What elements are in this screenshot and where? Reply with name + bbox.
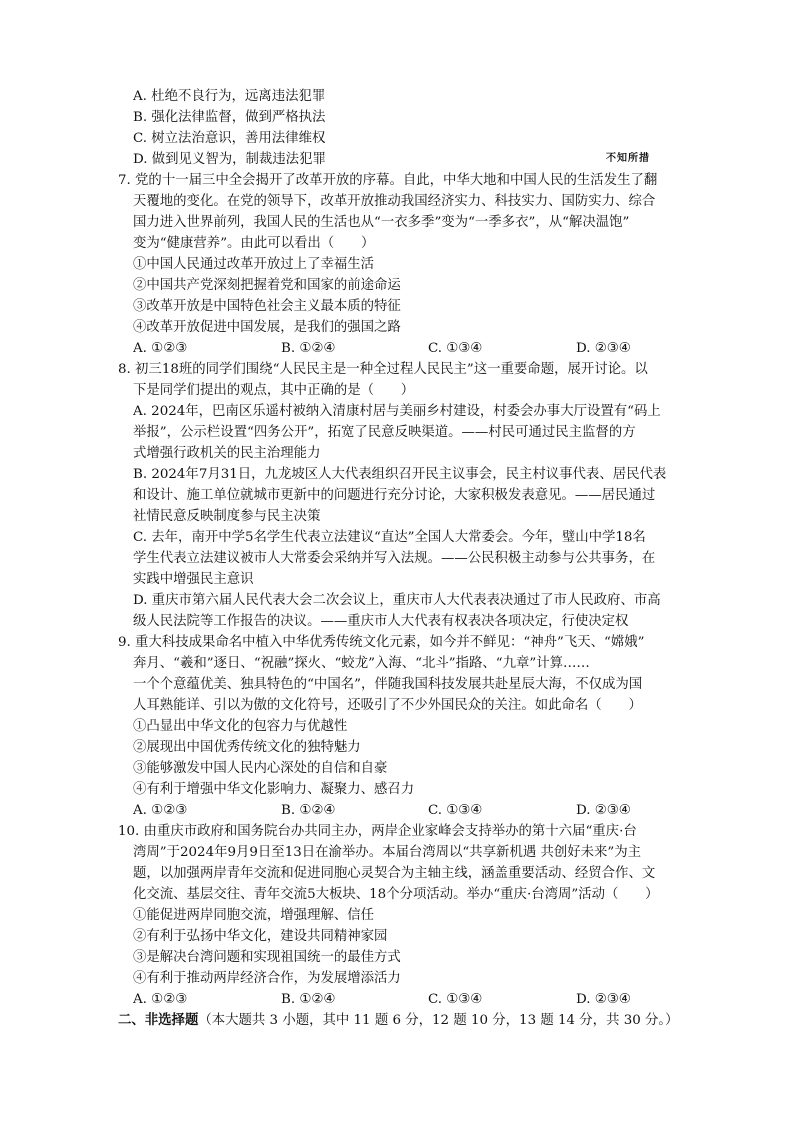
q9-choice-a: A. ①②③ (133, 803, 188, 818)
q8-option-a-line-2: 举报”，公示栏设置“四务公开”，拓宽了民意反映渠道。——村民可通过民主监督的方 (133, 425, 636, 440)
q8-option-d-line-1: D. 重庆市第六届人民代表大会二次会议上，重庆市人大代表表决通过了市人民政府、市高 (133, 593, 661, 608)
q9-stem-line-2: 奔月、“羲和”逐日、“祝融”探火、“蛟龙”入海、“北斗”指路、“九章”计算…… (133, 656, 590, 671)
q9-statement-3: ③能够激发中国人民内心深处的自信和自豪 (133, 761, 388, 776)
q9-choice-c: C. ①③④ (428, 803, 483, 818)
q7-statement-2: ②中国共产党深刻把握着党和国家的前途命运 (133, 278, 401, 293)
q7-choice-d: D. ②③④ (576, 341, 631, 356)
q9-choice-d: D. ②③④ (576, 803, 631, 818)
q9-statement-2: ②展现出中国优秀传统文化的独特魅力 (133, 740, 361, 755)
q7-stem-line-4: 变为“健康营养”。由此可以看出（ ） (133, 236, 375, 251)
q7-stem-line-2: 天覆地的变化。在党的领导下，改革开放推动我国经济实力、科技实力、国防实力、综合 (133, 194, 656, 209)
q7-stem-line-1: 7. 党的十一届三中全会揭开了改革开放的序幕。自此，中华大地和中国人民的生活发生了翻 (118, 173, 658, 188)
q9-choices (133, 800, 673, 821)
q8-option-c-line-3: 实践中增强民主意识 (133, 572, 254, 587)
q6-option-a: A. 杜绝不良行为，远离违法犯罪 (133, 89, 326, 104)
q10-statement-2: ②有利于弘扬中华文化，建设共同精神家园 (133, 929, 388, 944)
q7-statement-3: ③改革开放是中国特色社会主义最本质的特征 (133, 299, 401, 314)
q8-stem-line-2: 下是同学们提出的观点，其中正确的是（ ） (133, 383, 415, 398)
q8-option-d-line-2: 级人民法院等工作报告的决议。——重庆市人大代表有权表决各项决定，行使决定权 (133, 614, 629, 629)
q7-choices (133, 338, 673, 359)
q10-statement-1: ①能促进两岸同胞交流，增强理解、信任 (133, 908, 375, 923)
q7-choice-c: C. ①③④ (428, 341, 483, 356)
q8-option-a-line-3: 式增强行政机关的民主治理能力 (133, 446, 321, 461)
q10-stem-line-2: 湾周”于2024年9月9日至13日在渝举办。本届台湾周以“共享新机遇 共创好未来”为主 (133, 845, 642, 860)
q8-stem-line-1: 8. 初三18班的同学们围绕“人民民主是一种全过程人民民主”这一重要命题，展开讨论。以 (118, 362, 648, 377)
q8-option-c-line-1: C. 去年，南开中学5名学生代表立法建议“直达”全国人大常委会。今年，璧山中学18名 (133, 530, 646, 545)
q9-statement-4: ④有利于增强中华文化影响力、凝聚力、感召力 (133, 782, 415, 797)
q10-choices (133, 989, 673, 1010)
q10-statement-4: ④有利于推动两岸经济合作，为发展增添活力 (133, 971, 401, 986)
q8-option-b-line-2: 和设计、施工单位就城市更新中的问题进行充分讨论，大家积极发表意见。——居民通过 (133, 488, 656, 503)
watermark-text: 不知所措 (606, 153, 650, 164)
q8-option-a-line-1: A. 2024年，巴南区乐遥村被纳入清康村居与美丽乡村建设，村委会办事大厅设置有“码上 (133, 404, 661, 419)
section-2-heading (118, 1010, 679, 1031)
q9-stem-line-1: 9. 重大科技成果命名中植入中华优秀传统文化元素，如今并不鲜见：“神舟”飞天、“嫦娥” (118, 635, 645, 650)
q6-option-b: B. 强化法律监督，做到严格执法 (133, 110, 326, 125)
q10-choice-c: C. ①③④ (428, 992, 483, 1007)
q6-option-c: C. 树立法治意识，善用法律维权 (133, 131, 326, 146)
q9-choice-b: B. ①②④ (281, 803, 336, 818)
q10-statement-3: ③是解决台湾问题和实现祖国统一的最佳方式 (133, 950, 401, 965)
q10-stem-line-3: 题，以加强两岸青年交流和促进同胞心灵契合为主轴主线，涵盖重要活动、经贸合作、文 (133, 866, 656, 881)
q7-statement-1: ①中国人民通过改革开放过上了幸福生活 (133, 257, 375, 272)
q10-choice-a: A. ①②③ (133, 992, 188, 1007)
q8-option-b-line-3: 社情民意反映制度参与民主决策 (133, 509, 321, 524)
section-2-note: （本大题共 3 小题，其中 11 题 6 分，12 题 10 分，13 题 14 分，共 30 分。） (198, 1013, 679, 1028)
q7-choice-a: A. ①②③ (133, 341, 188, 356)
q7-stem-line-3: 国力进入世界前列，我国人民的生活也从“一衣多季”变为“一季多衣”，从“解决温饱” (133, 215, 630, 230)
q9-statement-1: ①凸显出中华文化的包容力与优越性 (133, 719, 348, 734)
q6-option-d: D. 做到见义智为，制裁违法犯罪 (133, 152, 326, 167)
q10-stem-line-4: 化交流、基层交往、青年交流5大板块、18个分项活动。举办“重庆·台湾周”活动（ ） (133, 887, 659, 902)
q8-option-b-line-1: B. 2024年7月31日，九龙坡区人大代表组织召开民主议事会，民主村议事代表、居民代表 (133, 467, 667, 482)
q7-choice-b: B. ①②④ (281, 341, 336, 356)
q8-option-c-line-2: 学生代表立法建议被市人大常委会采纳并写入法规。——公民积极主动参与公共事务，在 (133, 551, 656, 566)
q10-stem-line-1: 10. 由重庆市政府和国务院台办共同主办，两岸企业家峰会支持举办的第十六届“重庆·台 (118, 824, 637, 839)
q9-stem-line-4: 人耳熟能详、引以为傲的文化符号，还吸引了不少外国民众的关注。如此命名（ ） (133, 698, 642, 713)
q10-choice-d: D. ②③④ (576, 992, 631, 1007)
q9-stem-line-3: 一个个意蕴优美、独具特色的“中国名”，伴随我国科技发展共赴星辰大海，不仅成为国 (133, 677, 643, 692)
section-2-title: 二、非选择题 (118, 1012, 199, 1028)
q10-choice-b: B. ①②④ (281, 992, 336, 1007)
q7-statement-4: ④改革开放促进中国发展，是我们的强国之路 (133, 320, 401, 335)
